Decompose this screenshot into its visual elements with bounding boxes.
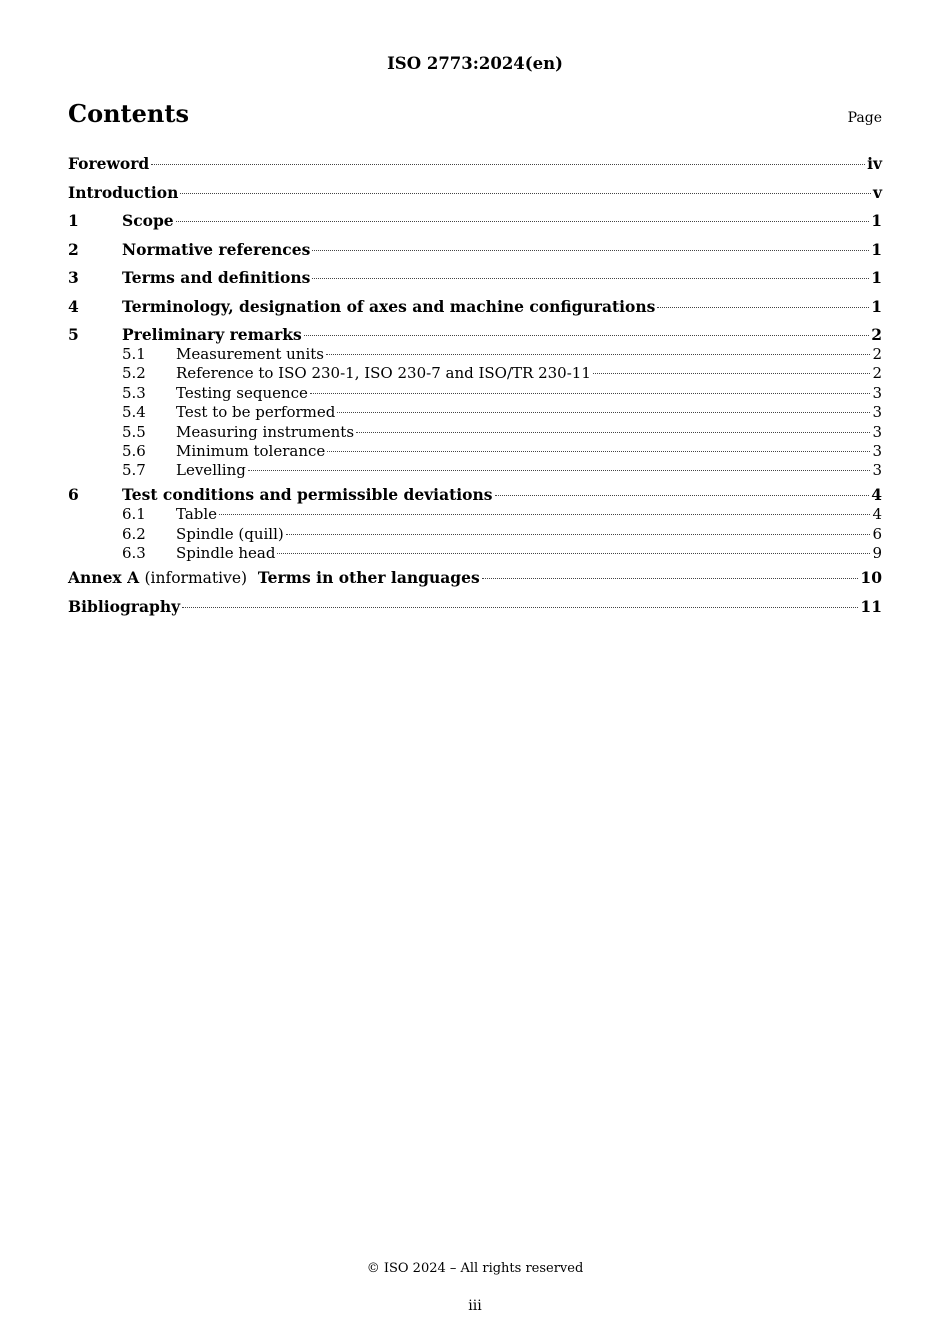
dot-leader xyxy=(312,278,869,279)
toc-entry-number: 5.6 xyxy=(122,441,146,460)
toc-entry-title: Scope xyxy=(122,211,174,230)
dot-leader xyxy=(356,432,870,433)
toc-entry-title: Levelling xyxy=(176,461,246,480)
dot-leader xyxy=(495,495,870,496)
page-number: iii xyxy=(468,1298,482,1314)
toc-entry-number: 6 xyxy=(68,485,79,505)
toc-entry-introduction[interactable] xyxy=(68,181,882,210)
toc-subentry-test-performed[interactable] xyxy=(68,403,882,422)
contents-heading: Contents xyxy=(68,99,189,128)
toc-subentry-measuring-instruments[interactable] xyxy=(68,423,882,442)
toc-subentry-reference-iso[interactable] xyxy=(68,364,882,383)
toc-entry-number: 5.1 xyxy=(122,345,146,363)
dot-leader xyxy=(219,514,870,515)
toc-entry-number: 2 xyxy=(68,239,79,259)
dot-leader xyxy=(304,335,869,336)
dot-leader xyxy=(482,578,859,579)
toc-entry-page: 3 xyxy=(872,461,882,480)
toc-entry-title: Bibliography xyxy=(68,596,181,616)
toc-entry-number: 3 xyxy=(68,268,79,287)
toc-entry-number: 5.7 xyxy=(122,461,146,480)
toc-entry-title: Measuring instruments xyxy=(176,422,355,441)
toc-entry-number: 4 xyxy=(68,296,79,316)
toc-subentry-levelling[interactable] xyxy=(68,461,882,483)
toc-entry-page: 1 xyxy=(871,239,882,259)
dot-leader xyxy=(326,354,870,355)
toc-entry-title xyxy=(68,566,480,590)
toc-entry-number: 5.5 xyxy=(122,422,146,441)
toc-entry-normative-references[interactable] xyxy=(68,238,882,267)
annex-title: Terms in other languages xyxy=(257,568,480,588)
toc-entry-number: 5.3 xyxy=(122,383,146,402)
toc-entry-title: Test conditions and permissible deviations xyxy=(122,485,493,505)
toc-entry-page: 1 xyxy=(871,211,882,230)
toc-subentry-measurement-units[interactable] xyxy=(68,345,882,364)
toc-entry-page: 9 xyxy=(872,544,882,563)
dot-leader xyxy=(312,250,869,251)
dot-leader xyxy=(310,393,871,394)
toc-entry-foreword[interactable] xyxy=(68,152,882,181)
toc-entry-title: Minimum tolerance xyxy=(176,441,326,460)
toc-entry-title: Introduction xyxy=(68,182,179,202)
toc-subentry-table[interactable] xyxy=(68,505,882,524)
toc-entry-preliminary-remarks[interactable] xyxy=(68,323,882,345)
toc-entry-title: Preliminary remarks xyxy=(122,325,302,344)
toc-entry-title: Test to be performed xyxy=(176,403,336,422)
toc-entry-number: 1 xyxy=(68,211,79,230)
dot-leader xyxy=(277,553,870,554)
toc-subentry-testing-sequence[interactable] xyxy=(68,384,882,403)
toc-subentry-minimum-tolerance[interactable] xyxy=(68,442,882,461)
dot-leader xyxy=(176,221,870,222)
toc-entry-page: 11 xyxy=(860,596,882,616)
dot-leader xyxy=(182,607,858,608)
table-of-contents xyxy=(68,152,882,623)
dot-leader xyxy=(180,193,871,194)
toc-entry-title: Testing sequence xyxy=(176,383,308,402)
dot-leader xyxy=(151,164,865,165)
toc-entry-test-conditions[interactable] xyxy=(68,483,882,505)
dot-leader xyxy=(248,470,871,471)
toc-entry-page: 3 xyxy=(872,383,882,402)
toc-entry-page: 4 xyxy=(872,505,882,524)
toc-entry-page: 3 xyxy=(872,422,882,441)
toc-entry-terms-definitions[interactable] xyxy=(68,266,882,295)
toc-subentry-spindle-quill[interactable] xyxy=(68,525,882,544)
toc-entry-title: Normative references xyxy=(122,239,311,259)
dot-leader xyxy=(337,412,870,413)
toc-entry-page: 3 xyxy=(872,441,882,460)
dot-leader xyxy=(327,451,870,452)
toc-entry-page: 2 xyxy=(872,364,882,383)
toc-entry-page: 1 xyxy=(871,268,882,287)
toc-entry-page: 6 xyxy=(872,524,882,543)
toc-entry-page: 2 xyxy=(871,325,882,344)
toc-entry-number: 5.4 xyxy=(122,403,146,422)
toc-entry-page: 4 xyxy=(871,485,882,505)
toc-entry-terminology[interactable] xyxy=(68,295,882,324)
copyright-notice: © ISO 2024 – All rights reserved xyxy=(366,1261,584,1276)
toc-entry-scope[interactable] xyxy=(68,209,882,238)
toc-entry-number: 6.2 xyxy=(122,524,146,543)
annex-label: Annex A xyxy=(68,568,140,588)
dot-leader xyxy=(286,534,871,535)
toc-entry-page: 1 xyxy=(871,296,882,316)
toc-entry-page: iv xyxy=(867,154,882,173)
toc-subentry-spindle-head[interactable] xyxy=(68,544,882,566)
dot-leader xyxy=(593,373,871,374)
toc-entry-annex-a[interactable] xyxy=(68,566,882,595)
toc-entry-title: Reference to ISO 230-1, ISO 230-7 and ISO/TR 230-11 xyxy=(176,364,591,383)
toc-entry-page: 10 xyxy=(860,568,882,588)
toc-entry-title: Spindle head xyxy=(176,544,276,563)
toc-entry-page: v xyxy=(872,182,882,202)
toc-entry-page: 3 xyxy=(872,403,882,422)
toc-entry-title: Terminology, designation of axes and machine configurations xyxy=(122,296,656,316)
toc-entry-title: Measurement units xyxy=(176,345,324,363)
document-header-id: ISO 2773:2024(en) xyxy=(387,54,563,73)
toc-entry-number: 5.2 xyxy=(122,364,146,383)
toc-entry-title: Table xyxy=(176,505,218,524)
toc-entry-number: 6.3 xyxy=(122,544,146,563)
annex-qualifier: (informative) xyxy=(144,569,248,588)
toc-entry-title: Terms and definitions xyxy=(122,268,311,287)
page-column-label: Page xyxy=(847,110,882,126)
toc-entry-number: 6.1 xyxy=(122,505,146,524)
toc-entry-title: Spindle (quill) xyxy=(176,524,284,543)
toc-entry-page: 2 xyxy=(872,345,882,363)
dot-leader xyxy=(657,307,869,308)
toc-entry-bibliography[interactable] xyxy=(68,595,882,624)
toc-entry-title: Foreword xyxy=(68,154,150,173)
toc-entry-number: 5 xyxy=(68,325,79,344)
